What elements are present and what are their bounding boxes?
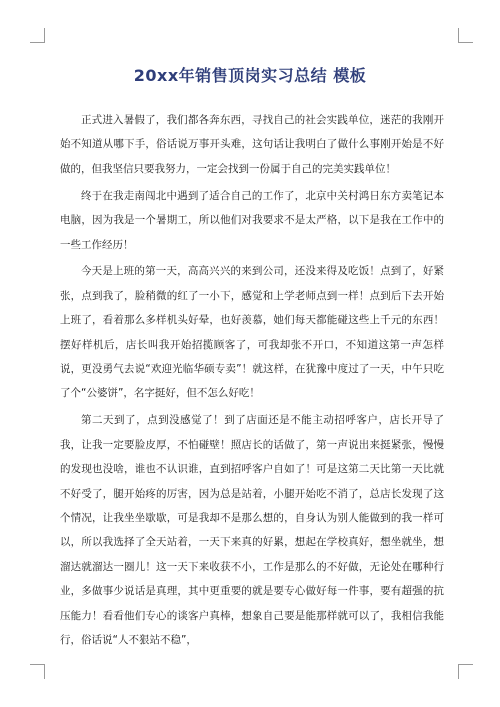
paragraph-1: 正式进入暑假了，我们都各奔东西，寻找自己的社会实践单位，迷茫的我刚开始不知道从哪下手，俗话说万事开头难，这句话让我明白了做什么事刚开始是不好做的，但我坚信只要我努力，一定会找到一份属于自己的完美实践单位！	[60, 114, 444, 175]
crop-mark-top-left	[30, 28, 45, 43]
document-title: 20xx年销售顶岗实习总结 模板	[133, 66, 367, 85]
document-body	[60, 108, 444, 655]
crop-mark-bottom-right	[458, 664, 473, 679]
crop-mark-top-right	[458, 28, 473, 43]
crop-mark-bottom-left	[30, 664, 45, 679]
paragraph-3: 今天是上班的第一天，高高兴兴的来到公司，还没来得及吃饭！点到了，好紧张，点到我了，脸稍微的红了一小下，感觉和上学老师点到一样！点到后下去开始上班了，看着那么多样机头好晕，也好羡慕，她们每天都能碰这些上千元的东西！摆好样机后，店长叫我开始招揽顾客了，可我却张不开口，不知道这第一声怎样说，更没勇气去说“欢迎光临华硕专卖”！就这样，在犹豫中度过了一天，中午只吃了个“公婆饼”，名字挺好，但不怎么好吃！	[60, 265, 444, 400]
paragraph-4: 第二天到了，点到没感觉了！到了店面还是不能主动招呼客户，店长开导了我，让我一定要脸皮厚，不怕碰壁！照店长的话做了，第一声说出来挺紧张，慢慢的发现也没啥，谁也不认识谁，直到招呼客户自如了！可是这第二天比第一天比就不好受了，腿开始疼的厉害，因为总是站着，小腿开始吃不消了，总店长发现了这个情况，让我坐坐歇歇，可是我却不是那么想的，自身认为别人能做到的我一样可以，所以我选择了全天站着，一天下来真的好累，想起在学校真好，想坐就坐，想溜达就溜达一圈儿！这一天下来收获不小，工作是那么的不好做，无论处在哪种行业，多做事少说话是真理，其中更重要的就是要专心做好每一件事，要有超强的抗压能力！看看他们专心的谈客户真棒，想象自己要是能那样就可以了，我相信我能行，俗话说“人不狠站不稳”，	[60, 414, 444, 647]
paragraph-2: 终于在我走南闯北中遇到了适合自己的工作了，北京中关村鸿日东方卖笔记本电脑，因为我是一个暑期工，所以他们对我要求不是太严格，以下是我在工作中的一些工作经历！	[60, 189, 444, 251]
